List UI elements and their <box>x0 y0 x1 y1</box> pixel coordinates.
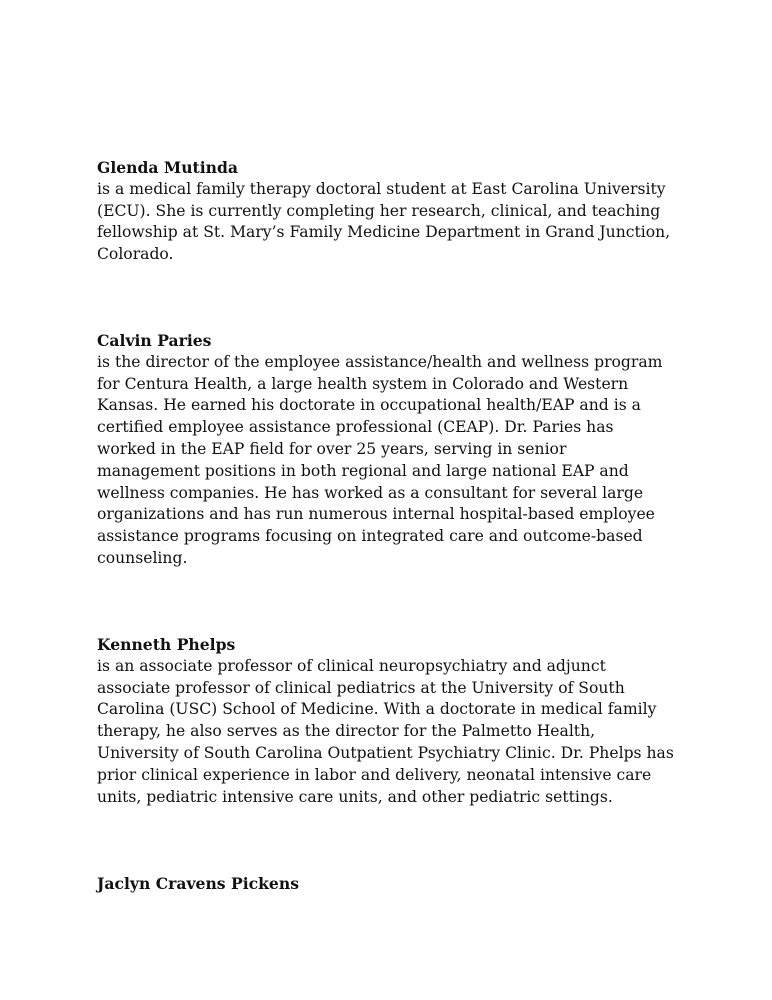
bio-line: is an associate professor of clinical neuropsychiatry and adjunct <box>97 656 606 675</box>
bio-kenneth-phelps <box>97 634 697 808</box>
bio-line: prior clinical experience in labor and delivery, neonatal intensive care <box>97 765 652 784</box>
bio-line: therapy, he also serves as the director for the Palmetto Health, <box>97 722 596 741</box>
bio-line: certified employee assistance professional (CEAP). Dr. Paries has <box>97 418 614 437</box>
bio-line: units, pediatric intensive care units, and other pediatric settings. <box>97 787 613 806</box>
bio-line: Kansas. He earned his doctorate in occupational health/EAP and is a <box>97 396 641 415</box>
bio-calvin-paries <box>97 330 697 570</box>
bio-line: associate professor of clinical pediatrics at the University of South <box>97 678 625 697</box>
bio-line: for Centura Health, a large health system in Colorado and Western <box>97 374 629 393</box>
bio-line: worked in the EAP field for over 25 years, serving in senior <box>97 439 567 458</box>
bio-name: Glenda Mutinda <box>97 158 239 177</box>
bio-line: management positions in both regional and large national EAP and <box>97 461 629 480</box>
bio-line: organizations and has run numerous internal hospital-based employee <box>97 505 655 524</box>
bio-line: is the director of the employee assistance/health and wellness program <box>97 352 663 371</box>
bio-name: Jaclyn Cravens Pickens <box>97 874 299 893</box>
bio-name: Kenneth Phelps <box>97 635 236 654</box>
bio-name: Calvin Paries <box>97 331 212 350</box>
bio-line: University of South Carolina Outpatient Psychiatry Clinic. Dr. Phelps has <box>97 743 674 762</box>
bio-glenda-mutinda <box>97 157 697 266</box>
bio-line: is a medical family therapy doctoral student at East Carolina University <box>97 179 666 198</box>
bio-line: assistance programs focusing on integrated care and outcome-based <box>97 527 643 546</box>
bio-line: Carolina (USC) School of Medicine. With a doctorate in medical family <box>97 700 657 719</box>
bio-line: (ECU). She is currently completing her research, clinical, and teaching <box>97 201 661 220</box>
bio-jaclyn-cravens-pickens <box>97 873 697 895</box>
bio-line: fellowship at St. Mary’s Family Medicine Department in Grand Junction, <box>97 223 671 242</box>
bio-line: counseling. <box>97 548 188 567</box>
bio-line: Colorado. <box>97 245 174 264</box>
bio-line: wellness companies. He has worked as a consultant for several large <box>97 483 644 502</box>
